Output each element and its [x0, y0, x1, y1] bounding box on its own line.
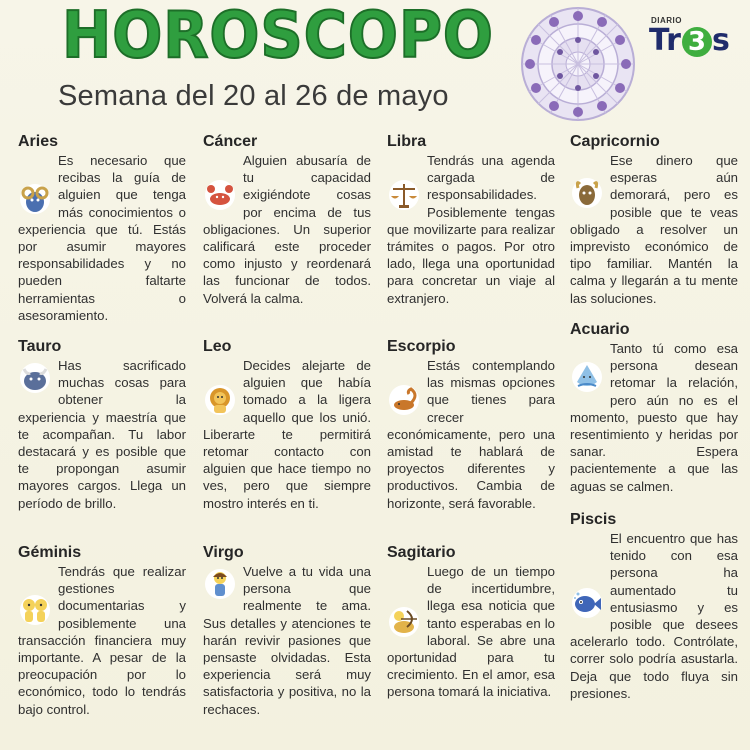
page-subtitle: Semana del 20 al 26 de mayo: [58, 80, 449, 112]
page-title: HOROSCOPO: [62, 0, 494, 73]
sign-title: Virgo: [203, 544, 244, 561]
sign-leo: [203, 337, 371, 512]
sign-text: Tendrás una agenda cargada de responsabilidades. Posiblemente tengas que movilizarte para realizar trámites o pagos. Por otro lado, llega una oportunidad para concretar un viaje al extranjero.: [387, 153, 555, 306]
ram-icon: [18, 182, 52, 216]
sign-text: Decides alejarte de alguien que había tomado a la ligera aquello que los unió. Liberarte te permitirá retomar contacto con alguien que hace tiempo no ves, pero que siempre mostro interés en ti.: [203, 358, 371, 511]
sign-text: Es necesario que recibas la guía de alguien que tenga más conocimientos o experiencia que tú. Estás por asumir mayores responsabilidades y no pueden faltarte herramientas o asesoramiento.: [18, 153, 186, 323]
scales-icon: [387, 178, 421, 212]
sign-title: Géminis: [18, 544, 82, 561]
sign-text: Luego de un tiempo de incertidumbre, llega esa noticia que tanto esperabas en lo laboral. Se abre una oportunidad para tu crecimiento. En el amor, esa persona tomará la iniciativa.: [387, 564, 555, 700]
sign-libra: [387, 132, 555, 307]
sign-text: Ese dinero que esperas aún demorará, pero es posible que te veas obligado a resolver un imprevisto económico de tipo familiar. Mantén la calma y llegarán a tu mente las soluciones.: [570, 153, 738, 306]
zodiac-wheel-image: [520, 6, 636, 122]
sign-title: Piscis: [570, 511, 617, 528]
sign-text: Tanto tú como esa persona desean retomar la relación, pero aún no es el momento, puesto que hay resentimiento y heridas por sanar. Espera pacientemente a que las aguas se calmen.: [570, 341, 738, 494]
twins-icon: [18, 593, 52, 627]
sign-title: Leo: [203, 338, 232, 355]
water-bearer-icon: [570, 360, 604, 394]
sign-title: Aries: [18, 133, 59, 150]
sign-piscis: [570, 510, 738, 702]
sign-title: Capricornio: [570, 133, 660, 150]
sign-text: Tendrás que realizar gestiones documentarias y posiblemente una transacción financiera muy importante. A pesar de la preocupación por lo económico, todo lo tendrás bajo control.: [18, 564, 186, 717]
sign-title: Libra: [387, 133, 427, 150]
sign-virgo: [203, 543, 371, 718]
crab-icon: [203, 178, 237, 212]
logo-text-start: Tr: [649, 23, 681, 58]
diario-tres-logo: [645, 14, 737, 68]
logo-text-end: s: [711, 23, 730, 58]
sign-title: Sagitario: [387, 544, 456, 561]
archer-icon: [387, 605, 421, 639]
sign-aries: [18, 132, 186, 324]
sign-text: Has sacrificado muchas cosas para obtener la experiencia y maestría que te acompañan. Tu labor destacará y es posible que te propongan asumir mayores cargos. Llega un período de brillo.: [18, 358, 186, 511]
sign-title: Tauro: [18, 338, 62, 355]
sign-text: Alguien abusaría de tu capacidad exigiéndote cosas por encima de tus obligaciones. Un superior calificará este proceder como injusto y reordenará las funcionar de todos. Volverá la calma.: [203, 153, 371, 306]
goat-icon: [570, 176, 604, 210]
sign-title: Acuario: [570, 321, 630, 338]
sign-text: Estás contemplando las mismas opciones que tienes para crecer económicamente, pero una amistad te hablará de proyectos diferentes y productivos. Cambia de horizonte, será favorable.: [387, 358, 555, 511]
sign-sagitario: [387, 543, 555, 701]
logo-caption: DIARIO: [651, 16, 682, 25]
fish-icon: [570, 586, 604, 620]
lion-icon: [203, 383, 237, 417]
sign-geminis: [18, 543, 186, 718]
maiden-icon: [203, 567, 237, 601]
logo-accent: 3: [682, 27, 712, 57]
sign-text: Vuelve a tu vida una persona que realmente te ama. Sus detalles y atenciones te harán revivir pasiones que pensaste olvidadas. Esta experiencia será muy satisfactoria y positiva, no la rechaces.: [203, 564, 371, 717]
sign-cancer: [203, 132, 371, 307]
sign-title: Cáncer: [203, 133, 258, 150]
sign-acuario: [570, 320, 738, 495]
sign-tauro: [18, 337, 186, 512]
sign-text: El encuentro que has tenido con esa persona ha aumentado tu entusiasmo y es posible que desees acelerarlo todo. Contrólate, correr solo podría asustarla. Deja que todo fluya sin presiones.: [570, 531, 738, 701]
sign-capricornio: [570, 132, 738, 307]
sign-escorpio: [387, 337, 555, 512]
logo-wordmark: [649, 23, 730, 58]
sign-title: Escorpio: [387, 338, 456, 355]
scorpion-icon: [387, 383, 421, 417]
bull-icon: [18, 361, 52, 395]
